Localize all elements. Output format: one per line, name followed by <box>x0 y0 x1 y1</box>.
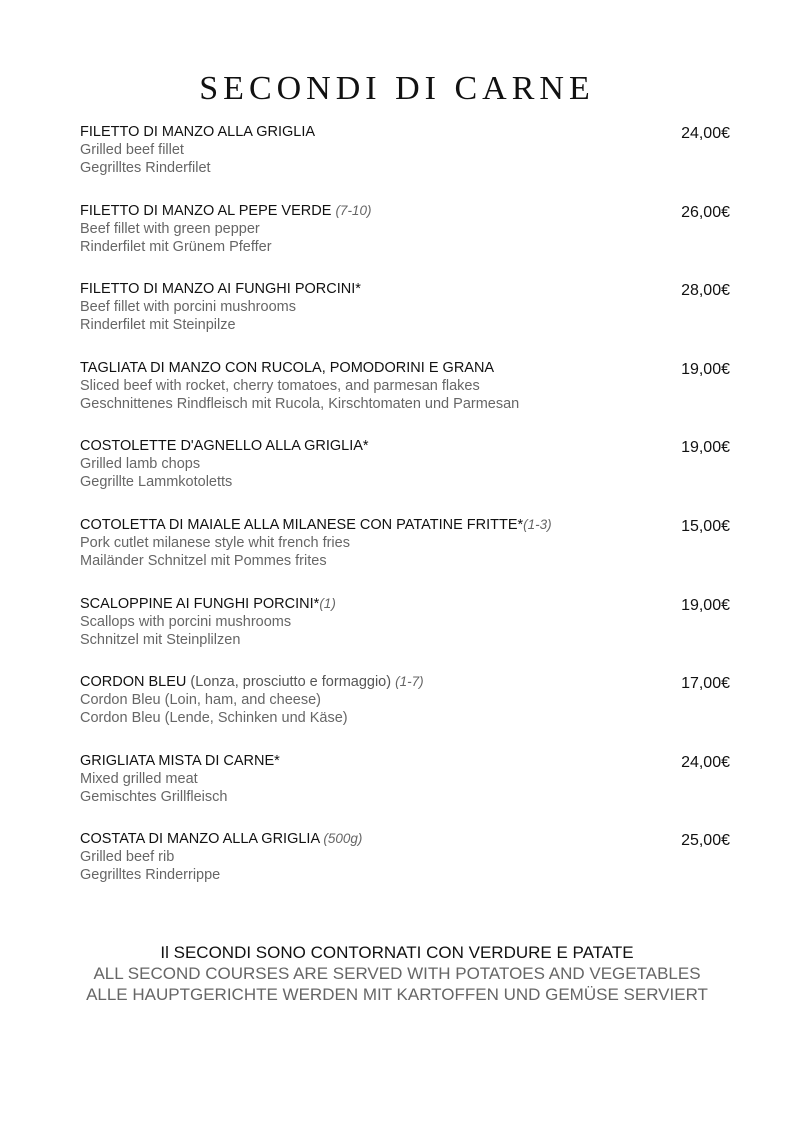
item-description-en: Pork cutlet milanese style whit french fries <box>80 534 350 551</box>
item-description-de: Rinderfilet mit Grünem Pfeffer <box>80 238 272 255</box>
item-description-de: Gegrillte Lammkotoletts <box>80 474 233 491</box>
menu-item <box>80 595 730 674</box>
menu-item <box>80 202 730 281</box>
menu-item <box>80 673 730 752</box>
item-name: FILETTO DI MANZO AI FUNGHI PORCINI* <box>80 281 361 298</box>
menu-list <box>80 123 730 909</box>
item-description-en: Grilled beef fillet <box>80 142 184 158</box>
item-name: COSTATA DI MANZO ALLA GRIGLIA <box>80 831 320 848</box>
item-name-line <box>80 359 655 377</box>
menu-item <box>80 437 730 516</box>
item-description-en: Beef fillet with green pepper <box>80 220 260 237</box>
item-description-de: Mailänder Schnitzel mit Pommes frites <box>80 552 327 569</box>
item-name-line <box>80 437 655 455</box>
item-description-en: Grilled beef rib <box>80 849 175 866</box>
item-price: 17,00€ <box>681 675 730 693</box>
item-price: 24,00€ <box>681 753 730 771</box>
menu-item <box>80 123 730 202</box>
item-name: FILETTO DI MANZO ALLA GRIGLIA <box>80 124 316 140</box>
page-title: SECONDI DI CARNE <box>199 70 595 107</box>
item-description-en: Mixed grilled meat <box>80 770 198 787</box>
item-description-de: Gegrilltes Rinderrippe <box>80 867 221 884</box>
item-name-line <box>80 123 655 141</box>
item-description-en: Grilled lamb chops <box>80 456 201 473</box>
item-name: TAGLIATA DI MANZO CON RUCOLA, POMODORINI E GRANA <box>80 359 495 376</box>
allergen-note: (500g) <box>323 831 363 847</box>
item-description-de: Gemischtes Grillfleisch <box>80 788 228 805</box>
item-name-line <box>80 516 655 534</box>
item-name: CORDON BLEU <box>80 674 187 691</box>
item-price: 15,00€ <box>681 517 730 535</box>
notice-italian: Il SECONDI SONO CONTORNATI CON VERDURE E PATATE <box>160 943 634 962</box>
item-name-line <box>80 830 655 848</box>
notice-english: ALL SECOND COURSES ARE SERVED WITH POTATOES AND VEGETABLES <box>93 964 701 983</box>
item-description-de: Cordon Bleu (Lende, Schinken und Käse) <box>80 710 348 727</box>
item-name-line <box>80 673 655 691</box>
item-price: 26,00€ <box>681 203 730 221</box>
allergen-note: (7-10) <box>335 202 372 218</box>
allergen-note: (1) <box>319 595 336 611</box>
allergen-note: (1-7) <box>395 674 424 690</box>
item-description-en: Scallops with porcini mushrooms <box>80 613 292 630</box>
menu-item <box>80 752 730 831</box>
item-ingredients-note: (Lonza, prosciutto e formaggio) <box>190 674 392 691</box>
item-description-de: Schnitzel mit Steinplilzen <box>80 631 241 648</box>
item-description-en: Beef fillet with porcini mushrooms <box>80 299 296 316</box>
item-name: SCALOPPINE AI FUNGHI PORCINI* <box>80 595 320 612</box>
menu-item <box>80 359 730 438</box>
item-price: 25,00€ <box>681 832 730 850</box>
item-price: 28,00€ <box>681 282 730 300</box>
item-name-line <box>80 202 655 220</box>
item-name: COSTOLETTE D'AGNELLO ALLA GRIGLIA* <box>80 438 369 455</box>
menu-item <box>80 516 730 595</box>
item-price: 24,00€ <box>681 125 730 142</box>
allergen-note: (1-3) <box>523 516 552 532</box>
side-dish-notice <box>0 942 794 1005</box>
item-price: 19,00€ <box>681 439 730 457</box>
item-name: FILETTO DI MANZO AL PEPE VERDE <box>80 202 332 219</box>
item-description-de: Geschnittenes Rindfleisch mit Rucola, Kirschtomaten und Parmesan <box>80 395 520 412</box>
item-description-de: Rinderfilet mit Steinpilze <box>80 317 236 334</box>
menu-item <box>80 830 730 909</box>
notice-german: ALLE HAUPTGERICHTE WERDEN MIT KARTOFFEN UND GEMÜSE SERVIERT <box>86 985 708 1004</box>
item-name: COTOLETTA DI MAIALE ALLA MILANESE CON PATATINE FRITTE* <box>80 516 524 533</box>
item-name-line <box>80 752 655 770</box>
item-name: GRIGLIATA MISTA DI CARNE* <box>80 752 280 769</box>
item-price: 19,00€ <box>681 360 730 378</box>
item-price: 19,00€ <box>681 596 730 614</box>
item-name-line <box>80 280 655 298</box>
menu-item <box>80 280 730 359</box>
item-description-de: Gegrilltes Rinderfilet <box>80 160 211 176</box>
item-name-line <box>80 595 655 613</box>
item-description-en: Cordon Bleu (Loin, ham, and cheese) <box>80 692 322 709</box>
item-description-en: Sliced beef with rocket, cherry tomatoes, and parmesan flakes <box>80 377 480 394</box>
